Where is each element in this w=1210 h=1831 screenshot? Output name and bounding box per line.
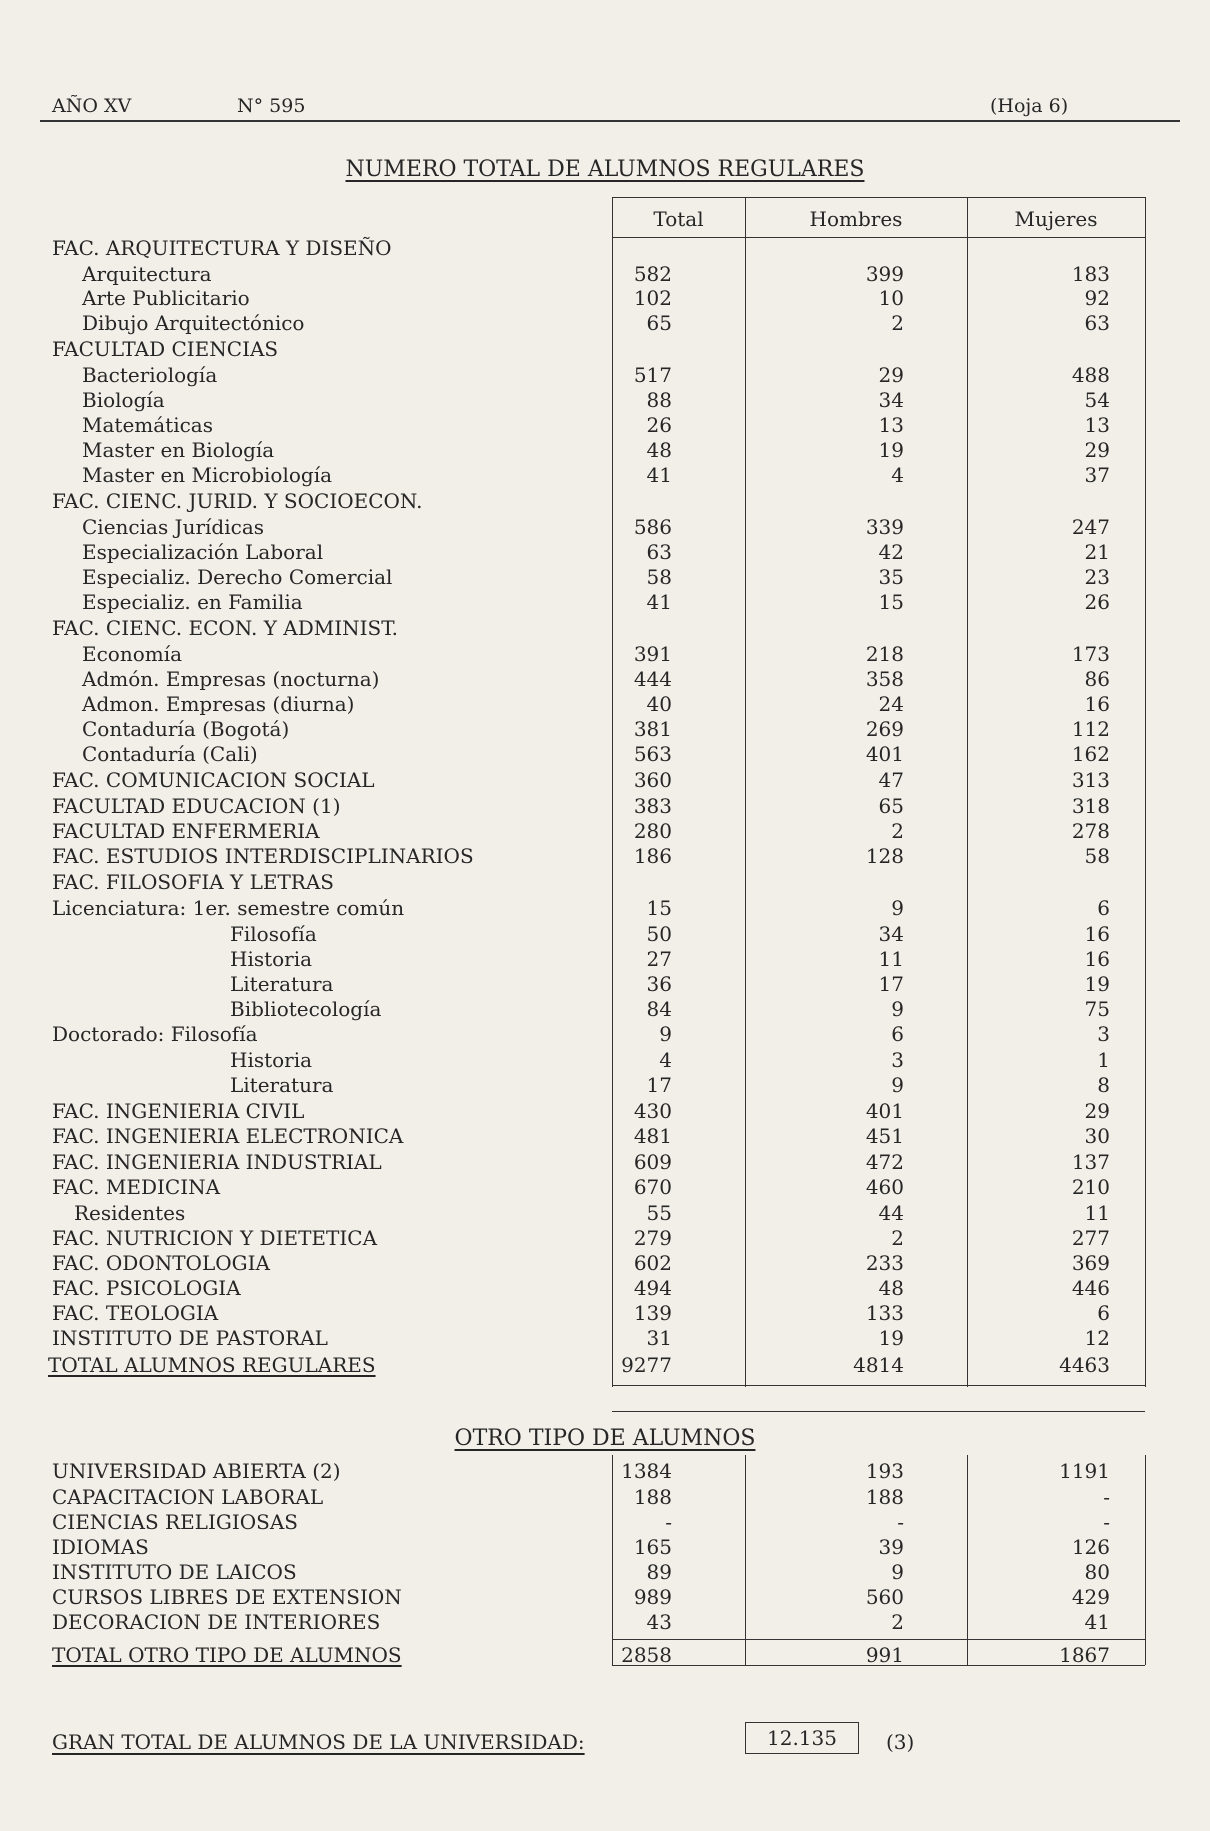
row-label: Filosofía: [230, 922, 317, 946]
table-row: [0, 844, 1210, 868]
col-total-header: Total: [653, 207, 704, 231]
row-label: Admon. Empresas (diurna): [82, 692, 355, 716]
grand-total-value: 12.135: [745, 1722, 859, 1754]
table-row: [0, 1585, 1210, 1609]
row-mujeres: 13: [1084, 413, 1110, 437]
row-label: FAC. TEOLOGIA: [52, 1301, 219, 1325]
row-hombres: 2: [891, 1610, 904, 1634]
row-label: Especialización Laboral: [82, 540, 324, 564]
row-hombres: 13: [878, 413, 904, 437]
row-mujeres: 488: [1071, 363, 1110, 387]
table-row: [0, 1175, 1210, 1199]
row-total: 381: [633, 717, 672, 741]
table-row: [0, 1326, 1210, 1350]
row-hombres: 15: [878, 590, 904, 614]
row-label: Economía: [82, 642, 183, 666]
row-mujeres: 369: [1071, 1251, 1110, 1275]
row-mujeres: 16: [1084, 922, 1110, 946]
row-hombres: 472: [865, 1150, 904, 1174]
table-row: [0, 1226, 1210, 1250]
row-total: 41: [646, 463, 672, 487]
table-row: [0, 768, 1210, 792]
table-row: [0, 997, 1210, 1021]
row-mujeres: 41: [1084, 1610, 1110, 1634]
table-row: [0, 463, 1210, 487]
table-row: [0, 438, 1210, 462]
row-label: Master en Microbiología: [82, 463, 333, 487]
row-label: FAC. INGENIERIA ELECTRONICA: [52, 1124, 404, 1148]
row-label: FAC. ESTUDIOS INTERDISCIPLINARIOS: [52, 844, 474, 868]
row-hombres: 188: [865, 1485, 904, 1509]
row-total: 602: [633, 1251, 672, 1275]
row-label: FAC. NUTRICION Y DIETETICA: [52, 1226, 378, 1250]
row-mujeres: 126: [1071, 1535, 1110, 1559]
row-hombres: 47: [878, 768, 904, 792]
grand-total-note: (3): [886, 1730, 915, 1754]
row-hombres: 4814: [853, 1353, 904, 1377]
row-label: Biología: [82, 388, 165, 412]
row-hombres: 2: [891, 311, 904, 335]
header-year: AÑO XV: [52, 95, 132, 117]
row-label: Historia: [230, 947, 313, 971]
row-label: Contaduría (Cali): [82, 742, 258, 766]
row-hombres: 44: [878, 1201, 904, 1225]
table-row: [0, 742, 1210, 766]
row-hombres: 39: [878, 1535, 904, 1559]
row-hombres: -: [897, 1510, 904, 1534]
row-hombres: 339: [865, 515, 904, 539]
table-row: [0, 1251, 1210, 1275]
table-row: [0, 262, 1210, 286]
row-label: Especializ. en Familia: [82, 590, 303, 614]
row-label: Especializ. Derecho Comercial: [82, 565, 393, 589]
row-label: FACULTAD CIENCIAS: [52, 337, 279, 361]
row-hombres: 991: [865, 1643, 904, 1667]
table-row: [0, 922, 1210, 946]
row-hombres: 10: [878, 286, 904, 310]
row-mujeres: 12: [1084, 1326, 1110, 1350]
row-hombres: 4: [891, 463, 904, 487]
row-total: 1384: [621, 1459, 672, 1483]
row-label: Bacteriología: [82, 363, 218, 387]
page-title: NUMERO TOTAL DE ALUMNOS REGULARES: [345, 157, 865, 182]
row-mujeres: 429: [1071, 1585, 1110, 1609]
table-top-rule: [612, 197, 1145, 198]
row-mujeres: 29: [1084, 1099, 1110, 1123]
table-row: [0, 1201, 1210, 1225]
row-total: 89: [646, 1560, 672, 1584]
row-hombres: 193: [865, 1459, 904, 1483]
row-mujeres: 137: [1071, 1150, 1110, 1174]
row-total: 27: [646, 947, 672, 971]
table-row: [0, 794, 1210, 818]
row-hombres: 17: [878, 972, 904, 996]
row-label: TOTAL ALUMNOS REGULARES: [48, 1353, 376, 1377]
row-mujeres: -: [1103, 1510, 1110, 1534]
table-row: [0, 896, 1210, 920]
row-total: 55: [646, 1201, 672, 1225]
table-row: [0, 1353, 1210, 1377]
row-label: Doctorado: Filosofía: [52, 1022, 258, 1046]
row-mujeres: 26: [1084, 590, 1110, 614]
table-row: [0, 1535, 1210, 1559]
row-label: Dibujo Arquitectónico: [82, 311, 305, 335]
row-label: FAC. ODONTOLOGIA: [52, 1251, 270, 1275]
row-hombres: 9: [891, 1560, 904, 1584]
row-hombres: 269: [865, 717, 904, 741]
table-row: [0, 337, 1210, 361]
row-hombres: 451: [865, 1124, 904, 1148]
row-label: FAC. FILOSOFIA Y LETRAS: [52, 870, 335, 894]
row-total: 15: [646, 896, 672, 920]
row-label: TOTAL OTRO TIPO DE ALUMNOS: [52, 1643, 402, 1667]
row-total: 84: [646, 997, 672, 1021]
row-total: 279: [633, 1226, 672, 1250]
row-total: 188: [633, 1485, 672, 1509]
row-hombres: 460: [865, 1175, 904, 1199]
row-total: -: [665, 1510, 672, 1534]
table-row: [0, 515, 1210, 539]
row-total: 31: [646, 1326, 672, 1350]
row-hombres: 34: [878, 922, 904, 946]
table-row: [0, 590, 1210, 614]
row-mujeres: 247: [1071, 515, 1110, 539]
row-hombres: 560: [865, 1585, 904, 1609]
table-row: [0, 870, 1210, 894]
table-row: [0, 236, 1210, 260]
row-mujeres: 6: [1097, 1301, 1110, 1325]
row-total: 186: [633, 844, 672, 868]
row-label: Literatura: [230, 972, 334, 996]
row-mujeres: 183: [1071, 262, 1110, 286]
row-label: FAC. CIENC. JURID. Y SOCIOECON.: [52, 489, 423, 513]
row-label: FAC. CIENC. ECON. Y ADMINIST.: [52, 616, 399, 640]
row-hombres: 42: [878, 540, 904, 564]
row-mujeres: 75: [1084, 997, 1110, 1021]
row-mujeres: 162: [1071, 742, 1110, 766]
row-label: FAC. PSICOLOGIA: [52, 1276, 241, 1300]
row-label: CIENCIAS RELIGIOSAS: [52, 1510, 298, 1534]
row-total: 360: [633, 768, 672, 792]
row-hombres: 9: [891, 896, 904, 920]
row-label: FACULTAD EDUCACION (1): [52, 794, 341, 818]
row-mujeres: 6: [1097, 896, 1110, 920]
row-total: 444: [633, 667, 672, 691]
table-row: [0, 1276, 1210, 1300]
table-row: [0, 1459, 1210, 1483]
row-mujeres: 54: [1084, 388, 1110, 412]
row-total: 494: [633, 1276, 672, 1300]
row-total: 50: [646, 922, 672, 946]
row-hombres: 35: [878, 565, 904, 589]
row-mujeres: 210: [1071, 1175, 1110, 1199]
header-number: N° 595: [237, 95, 306, 117]
row-mujeres: 92: [1084, 286, 1110, 310]
row-hombres: 2: [891, 1226, 904, 1250]
row-hombres: 19: [878, 1326, 904, 1350]
table-row: [0, 540, 1210, 564]
row-label: INSTITUTO DE LAICOS: [52, 1560, 297, 1584]
row-total: 517: [633, 363, 672, 387]
row-total: 48: [646, 438, 672, 462]
row-label: FAC. MEDICINA: [52, 1175, 221, 1199]
row-label: Contaduría (Bogotá): [82, 717, 290, 741]
row-mujeres: 86: [1084, 667, 1110, 691]
row-total: 88: [646, 388, 672, 412]
row-label: FAC. INGENIERIA CIVIL: [52, 1099, 305, 1123]
row-label: FAC. COMUNICACION SOCIAL: [52, 768, 375, 792]
col-hombres-header: Hombres: [809, 207, 903, 231]
row-hombres: 9: [891, 1073, 904, 1097]
table-row: [0, 565, 1210, 589]
row-mujeres: 446: [1071, 1276, 1110, 1300]
row-total: 4: [659, 1048, 672, 1072]
row-hombres: 9: [891, 997, 904, 1021]
table-row: [0, 1610, 1210, 1634]
table-row: [0, 1560, 1210, 1584]
row-total: 989: [633, 1585, 672, 1609]
row-mujeres: 19: [1084, 972, 1110, 996]
table-row: [0, 819, 1210, 843]
header-sheet: (Hoja 6): [990, 95, 1069, 117]
table-row: [0, 692, 1210, 716]
row-hombres: 2: [891, 819, 904, 843]
row-total: 609: [633, 1150, 672, 1174]
row-label: FACULTAD ENFERMERIA: [52, 819, 320, 843]
table2-total-top-rule: [612, 1639, 1145, 1640]
row-label: FAC. INGENIERIA INDUSTRIAL: [52, 1150, 382, 1174]
row-label: Residentes: [74, 1201, 186, 1225]
row-hombres: 65: [878, 794, 904, 818]
row-label: Matemáticas: [82, 413, 213, 437]
table-row: [0, 947, 1210, 971]
row-total: 481: [633, 1124, 672, 1148]
table-row: [0, 489, 1210, 513]
row-total: 563: [633, 742, 672, 766]
table-row: [0, 286, 1210, 310]
table-row: [0, 1022, 1210, 1046]
row-hombres: 401: [865, 742, 904, 766]
row-total: 26: [646, 413, 672, 437]
row-total: 383: [633, 794, 672, 818]
total-row-top-rule: [612, 1385, 1145, 1386]
row-mujeres: 173: [1071, 642, 1110, 666]
grand-total-label: GRAN TOTAL DE ALUMNOS DE LA UNIVERSIDAD:: [52, 1730, 585, 1754]
row-total: 65: [646, 311, 672, 335]
row-hombres: 358: [865, 667, 904, 691]
row-total: 280: [633, 819, 672, 843]
row-mujeres: 58: [1084, 844, 1110, 868]
row-mujeres: 277: [1071, 1226, 1110, 1250]
row-mujeres: 3: [1097, 1022, 1110, 1046]
row-total: 58: [646, 565, 672, 589]
row-mujeres: 63: [1084, 311, 1110, 335]
row-hombres: 233: [865, 1251, 904, 1275]
row-label: CURSOS LIBRES DE EXTENSION: [52, 1585, 402, 1609]
row-total: 430: [633, 1099, 672, 1123]
row-total: 43: [646, 1610, 672, 1634]
row-total: 9: [659, 1022, 672, 1046]
row-total: 9277: [621, 1353, 672, 1377]
row-mujeres: 29: [1084, 438, 1110, 462]
row-label: Literatura: [230, 1073, 334, 1097]
row-mujeres: 11: [1084, 1201, 1110, 1225]
row-hombres: 34: [878, 388, 904, 412]
row-hombres: 19: [878, 438, 904, 462]
table-row: [0, 413, 1210, 437]
row-hombres: 6: [891, 1022, 904, 1046]
row-hombres: 11: [878, 947, 904, 971]
row-hombres: 48: [878, 1276, 904, 1300]
row-mujeres: 1: [1097, 1048, 1110, 1072]
row-label: Historia: [230, 1048, 313, 1072]
table-row: [0, 1048, 1210, 1072]
row-mujeres: 318: [1071, 794, 1110, 818]
row-total: 36: [646, 972, 672, 996]
col-mujeres-header: Mujeres: [1014, 207, 1098, 231]
row-label: Licenciatura: 1er. semestre común: [52, 896, 405, 920]
row-mujeres: 278: [1071, 819, 1110, 843]
section-other-title: OTRO TIPO DE ALUMNOS: [454, 1426, 756, 1451]
row-total: 670: [633, 1175, 672, 1199]
row-mujeres: 4463: [1059, 1353, 1110, 1377]
row-mujeres: 30: [1084, 1124, 1110, 1148]
table-row: [0, 1124, 1210, 1148]
row-label: Arte Publicitario: [82, 286, 250, 310]
row-mujeres: 23: [1084, 565, 1110, 589]
row-mujeres: 112: [1071, 717, 1110, 741]
row-total: 391: [633, 642, 672, 666]
table-row: [0, 1485, 1210, 1509]
row-label: INSTITUTO DE PASTORAL: [52, 1326, 328, 1350]
row-label: Ciencias Jurídicas: [82, 515, 265, 539]
row-label: CAPACITACION LABORAL: [52, 1485, 324, 1509]
table-row: [0, 616, 1210, 640]
row-hombres: 399: [865, 262, 904, 286]
row-label: IDIOMAS: [52, 1535, 149, 1559]
row-total: 139: [633, 1301, 672, 1325]
row-label: FAC. ARQUITECTURA Y DISEÑO: [52, 236, 392, 260]
row-hombres: 133: [865, 1301, 904, 1325]
table-row: [0, 388, 1210, 412]
row-total: 2858: [621, 1643, 672, 1667]
row-mujeres: 1191: [1059, 1459, 1110, 1483]
table-row: [0, 1643, 1210, 1667]
row-total: 40: [646, 692, 672, 716]
row-label: DECORACION DE INTERIORES: [52, 1610, 381, 1634]
row-total: 102: [633, 286, 672, 310]
row-hombres: 218: [865, 642, 904, 666]
row-mujeres: 80: [1084, 1560, 1110, 1584]
row-hombres: 128: [865, 844, 904, 868]
row-total: 586: [633, 515, 672, 539]
row-mujeres: 8: [1097, 1073, 1110, 1097]
row-mujeres: 1867: [1059, 1643, 1110, 1667]
row-label: Master en Biología: [82, 438, 275, 462]
row-mujeres: 313: [1071, 768, 1110, 792]
table-row: [0, 1150, 1210, 1174]
row-mujeres: 16: [1084, 947, 1110, 971]
row-total: 41: [646, 590, 672, 614]
table-row: [0, 642, 1210, 666]
row-label: Arquitectura: [82, 262, 212, 286]
row-mujeres: 37: [1084, 463, 1110, 487]
row-hombres: 3: [891, 1048, 904, 1072]
row-mujeres: 21: [1084, 540, 1110, 564]
row-total: 63: [646, 540, 672, 564]
header-rule: [40, 120, 1180, 122]
table-row: [0, 311, 1210, 335]
row-total: 582: [633, 262, 672, 286]
row-mujeres: 16: [1084, 692, 1110, 716]
table-row: [0, 363, 1210, 387]
table-row: [0, 972, 1210, 996]
table-row: [0, 1099, 1210, 1123]
row-mujeres: -: [1103, 1485, 1110, 1509]
row-total: 17: [646, 1073, 672, 1097]
row-hombres: 29: [878, 363, 904, 387]
row-label: Admón. Empresas (nocturna): [82, 667, 380, 691]
total-row-bottom-rule: [612, 1411, 1145, 1412]
table-row: [0, 1510, 1210, 1534]
table-row: [0, 1073, 1210, 1097]
table-row: [0, 1301, 1210, 1325]
table-row: [0, 667, 1210, 691]
row-label: UNIVERSIDAD ABIERTA (2): [52, 1459, 341, 1483]
row-hombres: 401: [865, 1099, 904, 1123]
row-total: 165: [633, 1535, 672, 1559]
row-label: Bibliotecología: [230, 997, 382, 1021]
table-row: [0, 717, 1210, 741]
row-hombres: 24: [878, 692, 904, 716]
